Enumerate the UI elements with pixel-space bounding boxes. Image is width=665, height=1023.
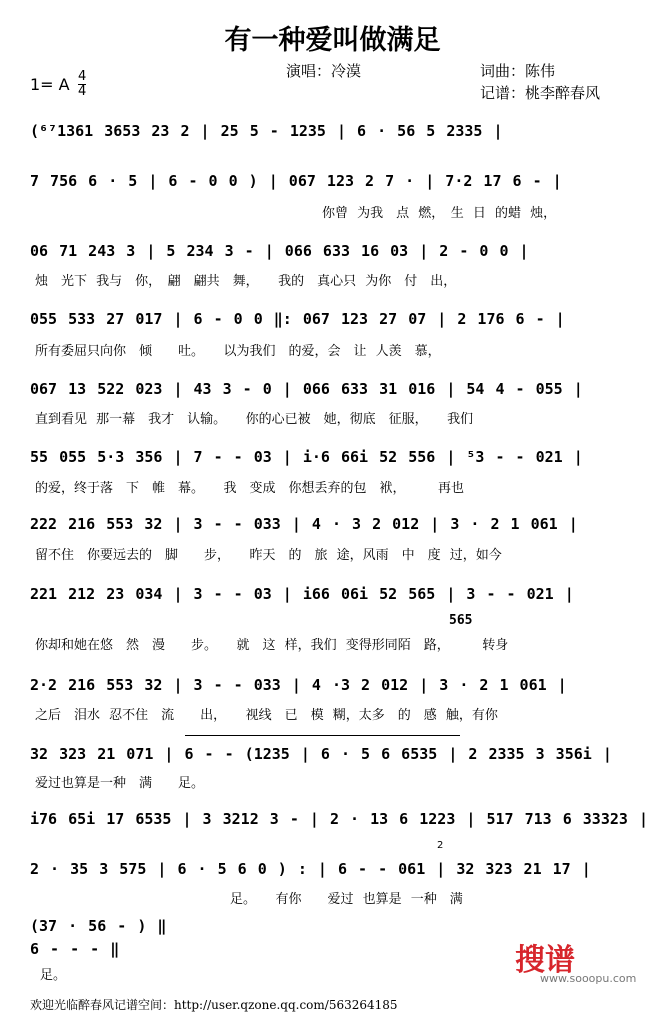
notation-row: 32 323 21 071 | 6 - - (1235 | 6 · 5 6 6535 | 2 2335 3 356i | [30,745,612,763]
lyric-row: 直到看见 那一幕 我才 认输。 你的心已被 她，彻底 征服， 我们 [35,412,474,427]
lyric-row: 之后 泪水 忍不住 流 出， 视线 已 模 糊，太多 的 感 触，有你 [35,708,498,723]
lyric-row: 你曾 为我 点 燃， 生 日 的蜡 烛， [322,206,557,221]
lyric-row: 留不住 你要远去的 脚 步， 昨天 的 旅 途，风雨 中 度 过，如今 [35,548,502,563]
lyric-row: 烛 光下 我与 你， 翩 翩共 舞， 我的 真心只 为你 付 出， [35,274,457,289]
notation-row: 55 055 5·3 356 | 7 - - 03 | i·6 66i 52 556 | ⁵3 - - 021 | [30,448,583,466]
notation-row: (⁶⁷1361 3653 23 2 | 25 5 - 1235 | 6 · 56 5 2335 | [30,122,503,140]
singer-credit: 演唱：冷漠 [286,62,362,80]
notation-row: (37 · 56 - ) ‖ [30,917,167,935]
lyric-row: 你却和她在悠 然 漫 步。 就 这 样，我们 变得形同陌 路， 转身 [35,638,509,653]
notation-row: 7 756 6 · 5 | 6 - 0 0 ) | 067 123 2 7 · | 7·2 17 6 - | [30,172,562,190]
notation-row: 2·2 216 553 32 | 3 - - 033 | 4 ·3 2 012 | 3 · 2 1 061 | [30,676,567,694]
transcriber-credit: 记谱：桃李醉春风 [480,84,601,102]
song-title: 有一种爱叫做满足 [224,25,441,56]
notation-row: 055 533 27 017 | 6 - 0 0 ‖: 067 123 27 07 | 2 176 6 - | [30,310,565,328]
lyric-row: 的爱，终于落 下 帷 幕。 我 变成 你想丢弃的包 袱， 再也 [35,481,465,496]
key-signature: 1= A [30,75,70,94]
notation-row: 222 216 553 32 | 3 - - 033 | 4 · 3 2 012 | 3 · 2 1 061 | [30,515,578,533]
alternate-notes: 565 [449,613,473,628]
composer-credit: 词曲：陈伟 [480,62,556,80]
lyric-row: 所有委屈只向你 倾 吐。 以为我们 的爱，会 让 人羡 慕， [35,344,441,359]
footer-note: 欢迎光临醉春风记谱空间：http://user.qzone.qq.com/563264185 [30,998,398,1012]
logo-text: 搜谱 [515,943,575,978]
site-url: www.sooopu.com [540,972,637,985]
volta-line [185,735,460,736]
notation-row: 067 13 522 023 | 43 3 - 0 | 066 633 31 016 | 54 4 - 055 | [30,380,583,398]
notation-row: 2 · 35 3 575 | 6 · 5 6 0 ) : | 6 - - 061 | 32 323 21 17 | [30,860,591,878]
lyric-row: 足。 [40,968,67,983]
notation-row: i76 65i 17 6535 | 3 3212 3 - | 2 · 13 6 1223 | 517 713 6 33323 | [30,810,648,828]
notation-row: 06 71 243 3 | 5 234 3 - | 066 633 16 03 | 2 - 0 0 | [30,242,529,260]
notation-row: 6 - - - ‖ [30,940,120,958]
lyric-row: 足。 有你 爱过 也算是 一种 满 [35,892,463,907]
time-signature-bottom: 4 [78,84,87,99]
volta-number: 2 [437,840,444,851]
notation-row: 221 212 23 034 | 3 - - 03 | i66 06i 52 565 | 3 - - 021 | [30,585,574,603]
lyric-row: 爱过也算是一种 满 足。 [35,776,205,791]
time-signature [78,70,86,99]
time-signature-top: 4 [78,69,87,84]
